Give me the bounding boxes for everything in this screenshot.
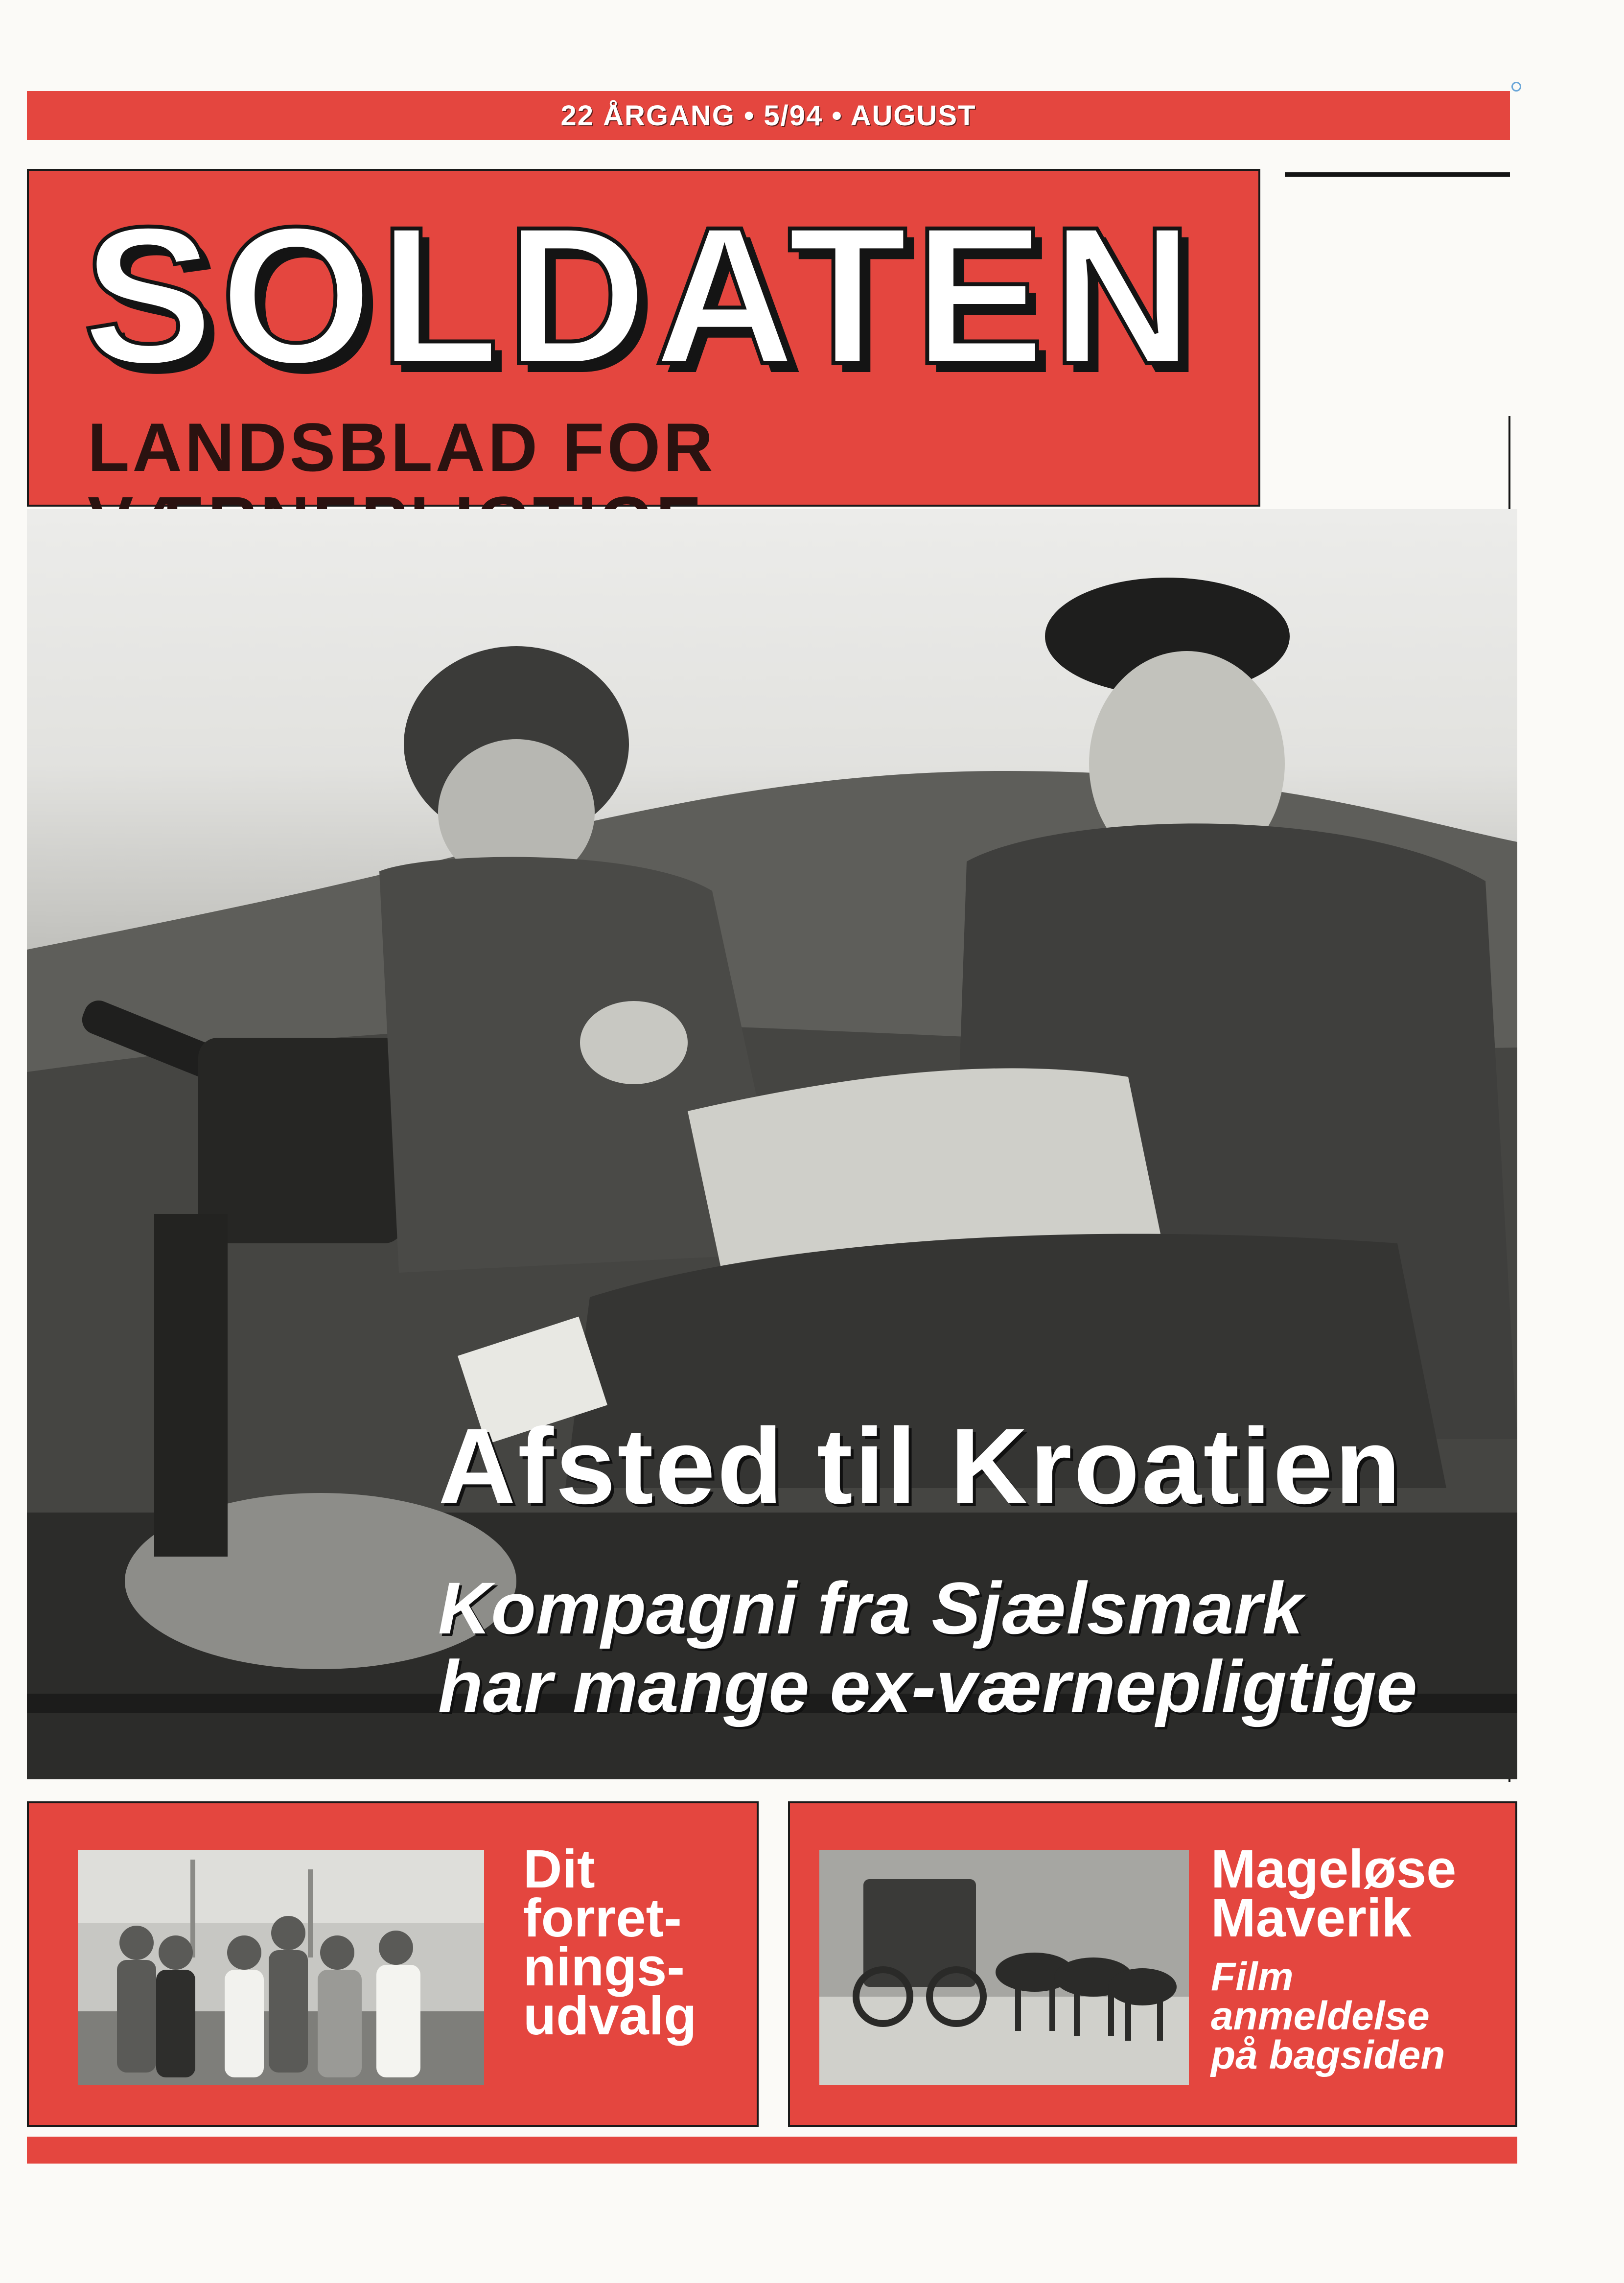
group-photo [78, 1850, 484, 2085]
teaser-right-sub-line: Film [1211, 1955, 1294, 1999]
teaser-right-sub-line: anmeldelse [1211, 1994, 1430, 2038]
teaser-film-review[interactable] [788, 1801, 1517, 2127]
cover-subhead-line: har mange ex-værnepligtige [438, 1645, 1417, 1727]
dateline: 22 ÅRGANG • 5/94 • AUGUST [560, 99, 976, 132]
teaser-left-line: forret- [523, 1888, 682, 1948]
teaser-right-title [1211, 1839, 1505, 1948]
masthead-title: SOLDATEN [83, 186, 1200, 405]
teaser-left-title [523, 1839, 748, 2046]
teaser-right-title-line: Mageløse [1211, 1839, 1457, 1899]
cover-photo [27, 509, 1517, 1779]
teaser-right-title-line: Maverik [1211, 1888, 1412, 1948]
teaser-left-line: udvalg [523, 1986, 697, 2046]
teaser-left-line: Dit [523, 1839, 595, 1899]
teaser-left-line: nings- [523, 1937, 685, 1997]
teaser-right-subtitle [1211, 1957, 1505, 2075]
teaser-right-sub-line: på bagsiden [1211, 2033, 1445, 2077]
dateline-strip [27, 91, 1510, 140]
divider-rule [1285, 172, 1510, 177]
film-still-photo [819, 1850, 1189, 2085]
teaser-business-committee[interactable] [27, 1801, 759, 2127]
masthead [27, 169, 1260, 507]
cover-subhead [438, 1569, 1417, 1725]
cover-subhead-line: Kompagni fra Sjælsmark [438, 1567, 1303, 1649]
registration-mark-icon [1511, 82, 1521, 92]
bottom-strip [27, 2137, 1517, 2164]
cover-headline: Afsted til Kroatien [438, 1406, 1403, 1526]
masthead-tagline: LANDSBLAD FOR [88, 409, 716, 486]
